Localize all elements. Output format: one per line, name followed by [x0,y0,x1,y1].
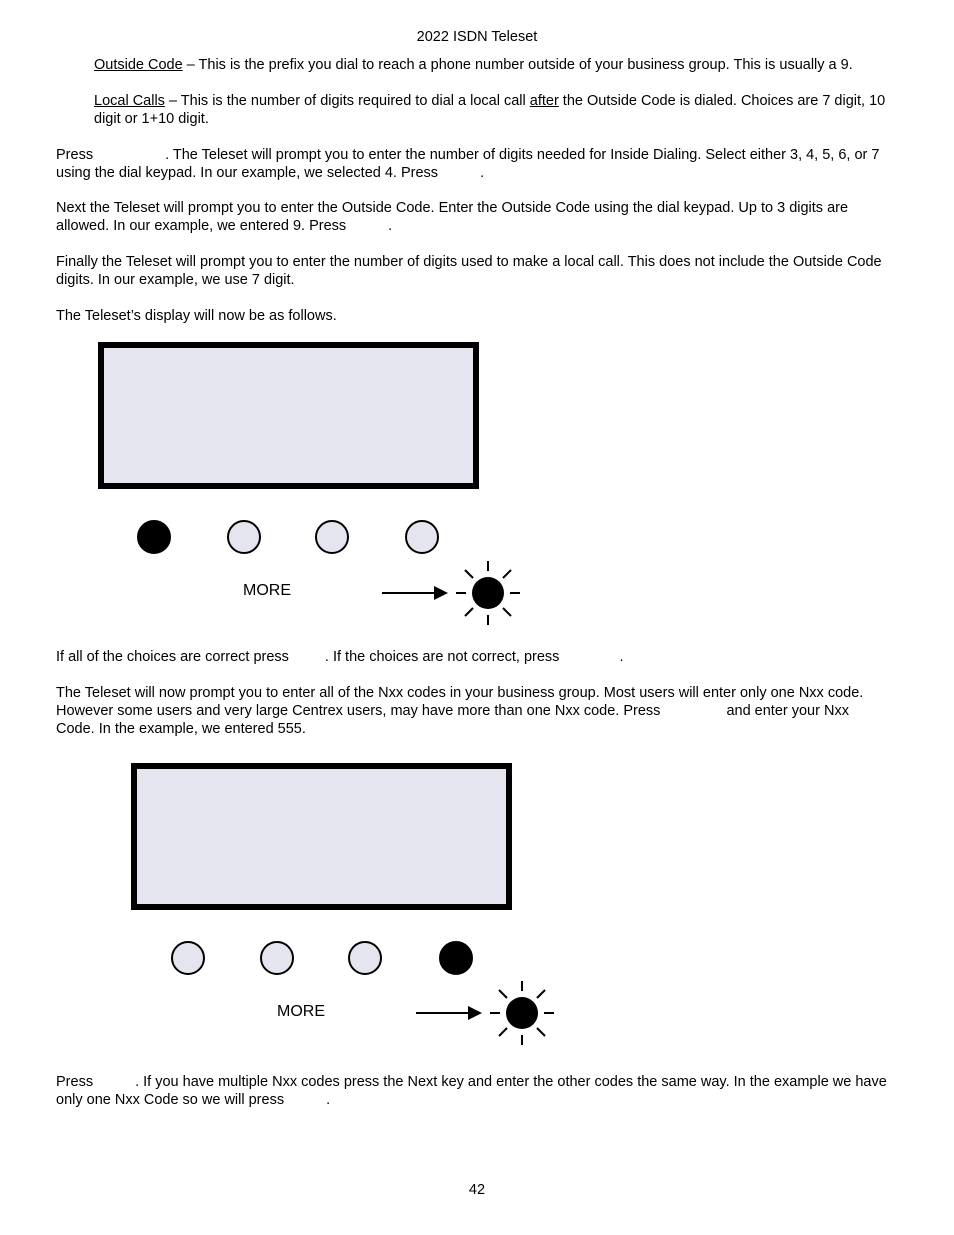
softkey-3 [348,941,382,975]
paragraph-confirm-choices [56,648,901,666]
text-segment: . [480,165,485,181]
arrow-right-icon [380,582,450,604]
definition-local-calls [94,92,904,128]
more-label: MORE [277,1003,325,1020]
definition-text: the Outside Code is dialed. Choices are 7 digit, 10 digit or 1+10 digit. [94,93,886,127]
softkey-2 [227,520,261,554]
text-segment: . [619,649,624,665]
text-segment: and enter your Nxx Code. In the example, we entered 555. [56,703,849,737]
text-segment: . If you have multiple Nxx codes press the Next key and enter the other codes the same way. In the example we have only one Nxx Code so we will press [56,1074,887,1108]
paragraph-outside-code [56,199,901,235]
text-segment: . [388,218,393,234]
paragraph-nxx-codes [56,684,886,738]
softkey-1 [171,941,205,975]
definition-outside-code [94,56,904,74]
text-segment: . The Teleset will prompt you to enter the number of digits needed for Inside Dialing. Select either 3, 4, 5, 6, or 7 using the dial keypad. In our example, we selected 4. Press [56,147,880,181]
paragraph-local-call-digits: Finally the Teleset will prompt you to enter the number of digits used to make a local call. This does not include the Outside Code digits. In our example, we use 7 digit. [56,254,882,288]
more-label: MORE [243,582,291,599]
softkey-4 [405,520,439,554]
emphasis-after: after [529,93,559,109]
teleset-display-1 [98,342,479,489]
text-segment: . [326,1092,331,1108]
softkey-4-lit [439,941,473,975]
definition-text: – This is the prefix you dial to reach a phone number outside of your business group. This is usually a 9. [182,57,853,73]
flashing-light-icon [454,560,522,626]
paragraph-inside-dialing [56,146,901,182]
softkey-1-lit [137,520,171,554]
paragraph-multiple-nxx [56,1073,896,1109]
text-segment: . If the choices are not correct, press [324,649,560,665]
teleset-display-2 [131,763,512,910]
text-segment: Press [56,147,94,163]
paragraph-display-intro: The Teleset’s display will now be as follows. [56,308,337,324]
term-outside-code: Outside Code [94,57,183,73]
arrow-right-icon [414,1002,484,1024]
definition-text: – This is the number of digits required to dial a local call [164,93,530,109]
page-number: 42 [468,1182,486,1198]
text-segment: The Teleset will now prompt you to enter all of the Nxx codes in your business group. Most users will enter only one Nxx code. However some users and very large Centrex users, may have more than one Nxx code. Press [56,685,864,719]
flashing-light-icon [488,980,556,1046]
text-segment: Press [56,1074,94,1090]
text-segment: If all of the choices are correct press [56,649,289,665]
term-local-calls: Local Calls [94,93,165,109]
text-segment: Next the Teleset will prompt you to enter the Outside Code. Enter the Outside Code using the dial keypad. Up to 3 digits are allowed. In our example, we entered 9. Press [56,200,849,234]
page-header: 2022 ISDN Teleset [416,29,538,45]
softkey-2 [260,941,294,975]
softkey-3 [315,520,349,554]
